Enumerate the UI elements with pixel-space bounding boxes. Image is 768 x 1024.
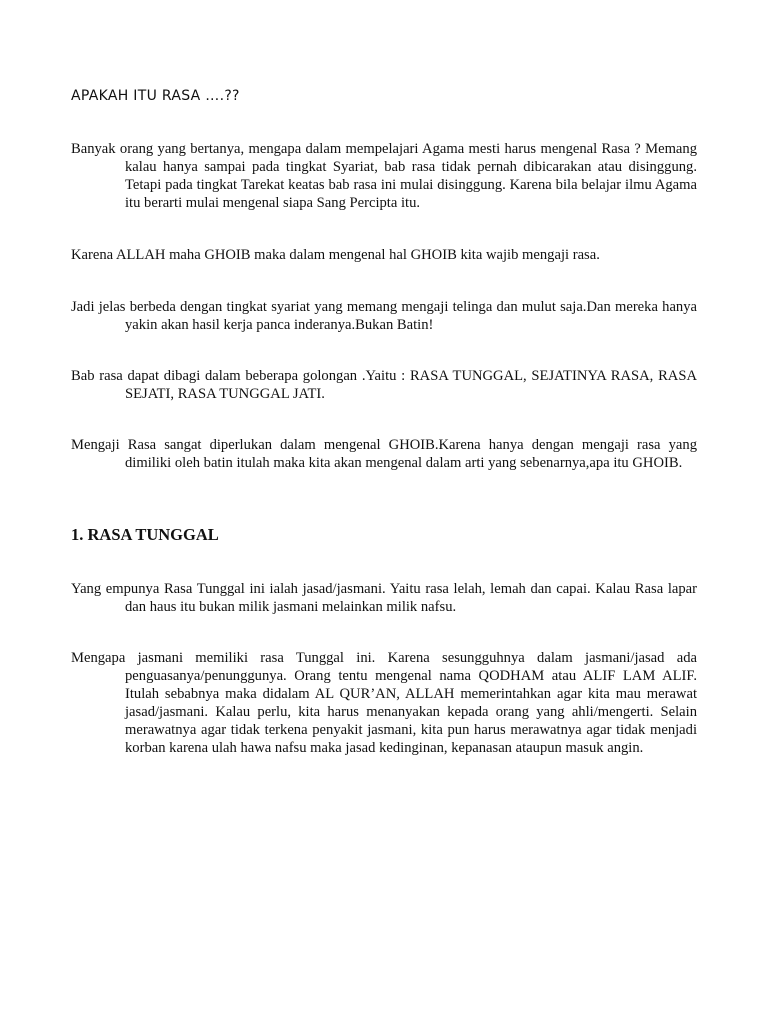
section-heading-rasa-tunggal: 1. RASA TUNGGAL [71,525,219,544]
paragraph-allah-ghoib: Karena ALLAH maha GHOIB maka dalam mengenal hal GHOIB kita wajib mengaji rasa. [71,247,600,263]
paragraph-why-learn-rasa: Banyak orang yang bertanya, mengapa dalam mempelajari Agama mesti harus mengenal Rasa ? Memang kalau hanya sampai pada tingkat Syariat, bab rasa tidak pernah dibicarakan atau disinggung. Tetapi pada tingkat Tarekat keatas bab rasa ini mulai disinggung. Karena bila belajar ilmu Agama itu berarti mulai mengenal siapa Sang Percipta itu. [71,141,697,211]
document-title: APAKAH ITU RASA ….?? [71,88,240,104]
paragraph-rasa-categories: Bab rasa dapat dibagi dalam beberapa golongan .Yaitu : RASA TUNGGAL, SEJATINYA RASA, RASA SEJATI, RASA TUNGGAL JATI. [71,368,697,402]
paragraph-rasa-tunggal-owner: Yang empunya Rasa Tunggal ini ialah jasad/jasmani. Yaitu rasa lelah, lemah dan capai. Kalau Rasa lapar dan haus itu bukan milik jasmani melainkan milik nafsu. [71,581,697,615]
paragraph-mengaji-rasa: Mengaji Rasa sangat diperlukan dalam mengenal GHOIB.Karena hanya dengan mengaji rasa yang dimiliki oleh batin itulah maka kita akan mengenal dalam arti yang sebenarnya,apa itu GHOIB. [71,437,697,471]
paragraph-syariat-difference: Jadi jelas berbeda dengan tingkat syariat yang memang mengaji telinga dan mulut saja.Dan mereka hanya yakin akan hasil kerja panca inderanya.Bukan Batin! [71,299,697,333]
paragraph-jasmani-rasa-tunggal: Mengapa jasmani memiliki rasa Tunggal ini. Karena sesungguhnya dalam jasmani/jasad ada penguasanya/penunggunya. Orang tentu mengenal nama QODHAM atau ALIF LAM ALIF. Itulah sebabnya maka didalam AL QUR’AN, ALLAH memerintahkan agar kita mau merawat jasad/jasmani. Kalau perlu, kita harus menanyakan kepada orang yang ahli/mengerti. Selain merawatnya agar tidak terkena penyakit jasmani, kita pun harus merawatnya agar tidak menjadi korban karena ulah hawa nafsu maka jasad kedinginan, kepanasan ataupun masuk angin. [71,650,697,756]
